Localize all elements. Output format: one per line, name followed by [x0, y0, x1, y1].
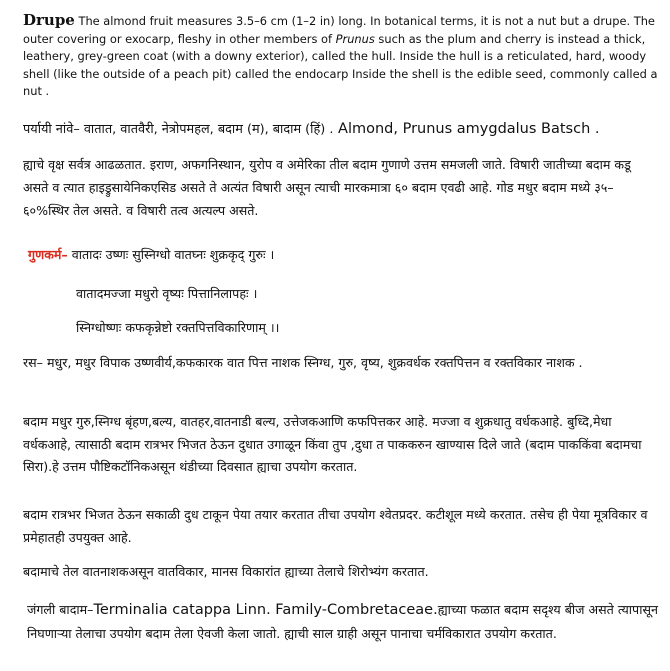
- gunakarma-verse-2: वातादमज्जा मधुरो वृष्यः पित्तानिलापहः ।: [76, 286, 258, 301]
- rasa-paragraph: [23, 354, 659, 373]
- gunakarma-label: गुणकर्म–: [28, 247, 68, 262]
- wild-almond-paragraph: [27, 598, 663, 645]
- description-paragraph: ह्याचे वृक्ष सर्वत्र आढळतात. इराण, अफगनिस्थान, युरोप व अमेरिका तील बदाम गुणाणे उत्तम समजली जाते. विषारी जातीच्या बदाम कडू असते व त्यात हाइड्रुसायेनिकएसिड असते ते अत्यंत विषारी असून त्याची मारकमात्रा ६० बदाम एवढी आहे. गोड मधुर बदाम मध्ये ३५–६०%स्थिर तेल असते. व विषारी तत्व अत्यल्प असते.: [23, 157, 631, 218]
- wild-almond-label: जंगली बादाम–: [27, 602, 94, 617]
- intro-text-2: such as the plum and cherry is instead a thick, leathery, grey-green coat (with a downy exterior), called the hull. Inside the hull is a reticulated, hard, woody shell (like the outside of a peach pit) called the endocarp Inside the shell is the edible seed, commonly called a nut .: [23, 31, 658, 98]
- wild-almond-text: ह्याच्या फळात बदाम सदृश्य बीज असते त्यापासून निघणाऱ्या तेलाचा उपयोग बदाम तेला ऐवजी केला जातो. ह्याची साल ग्राही असून पानाचा चर्मविकारात उपयोग करतात.: [27, 602, 658, 641]
- properties-paragraph: बदाम मधुर गुरु,स्निग्ध बृंहण,बल्य, वातहर,वातनाडी बल्य, उत्तेजकआणि कफपित्तकर आहे. मज्जा व शुक्रधातु वर्धकआहे. बुध्दि,मेधा वर्धकआहे, त्यासाठी बदाम रात्रभर भिजत ठेऊन दुधात उगाळून किंवा तुप ,दुधा त पाककरुन खाण्यास दिले जाते (बदाम पाककिंवा बदामचा सिरा).हे उत्तम पौष्टिकटॉनिकअसून थंडीच्या दिवसात ह्याचा उपयोग करतात.: [23, 414, 642, 474]
- term-drupe: Drupe: [23, 11, 75, 29]
- gunakarma-verse-3: स्निग्धोष्णः कफकृन्नेष्टो रक्तपित्तविकारिणाम् ।।: [76, 320, 280, 335]
- usage-paragraph: बदाम रात्रभर भिजत ठेऊन सकाळी दुध टाकून पेया तयार करतात तीचा उपयोग श्वेतप्रदर. कटीशूल मध्ये करतात. तसेच ही पेया मूत्रविकार व प्रमेहातही उपयुक्त आहे.: [23, 507, 648, 545]
- gunakarma-verse-1: वातादः उष्णः सुस्निग्धो वातघ्नः शुक्रकृद् गुरुः ।: [67, 247, 275, 262]
- gunakarma-line-1: [28, 245, 274, 265]
- rasa-text: मधुर, मधुर विपाक उष्णवीर्य,कफकारक वात पित्त नाशक स्निग्ध, गुरु, वृष्य, शुक्रवर्धक रक्तपित्तन व रक्तविकार नाशक .: [42, 355, 583, 370]
- intro-paragraph: [23, 12, 659, 101]
- synonyms-label: पर्यायी नांवे–: [23, 122, 80, 137]
- intro-text-1: The almond fruit measures 3.5–6 cm (1–2 in) long. In botanical terms, it is not a nut but a drupe. The outer covering or exocarp, fleshy in other members of: [23, 14, 655, 46]
- rasa-label: रस–: [23, 355, 43, 370]
- oil-paragraph: बदामाचे तेल वातनाशकअसून वातविकार, मानस विकारांत ह्याच्या तेलाचे शिरोभ्यंग करतात.: [23, 564, 429, 579]
- synonyms-line: [23, 120, 659, 140]
- intro-italic-prunus: Prunus: [335, 31, 375, 46]
- synonyms-text: वातात, वातवैरी, नेत्रोपमहल, बदाम (म), बादाम (हिं) .: [79, 122, 334, 137]
- wild-almond-latin: Terminalia catappa Linn. Family-Combretaceae.: [93, 602, 438, 618]
- synonyms-latin: Almond, Prunus amygdalus Batsch .: [333, 121, 600, 137]
